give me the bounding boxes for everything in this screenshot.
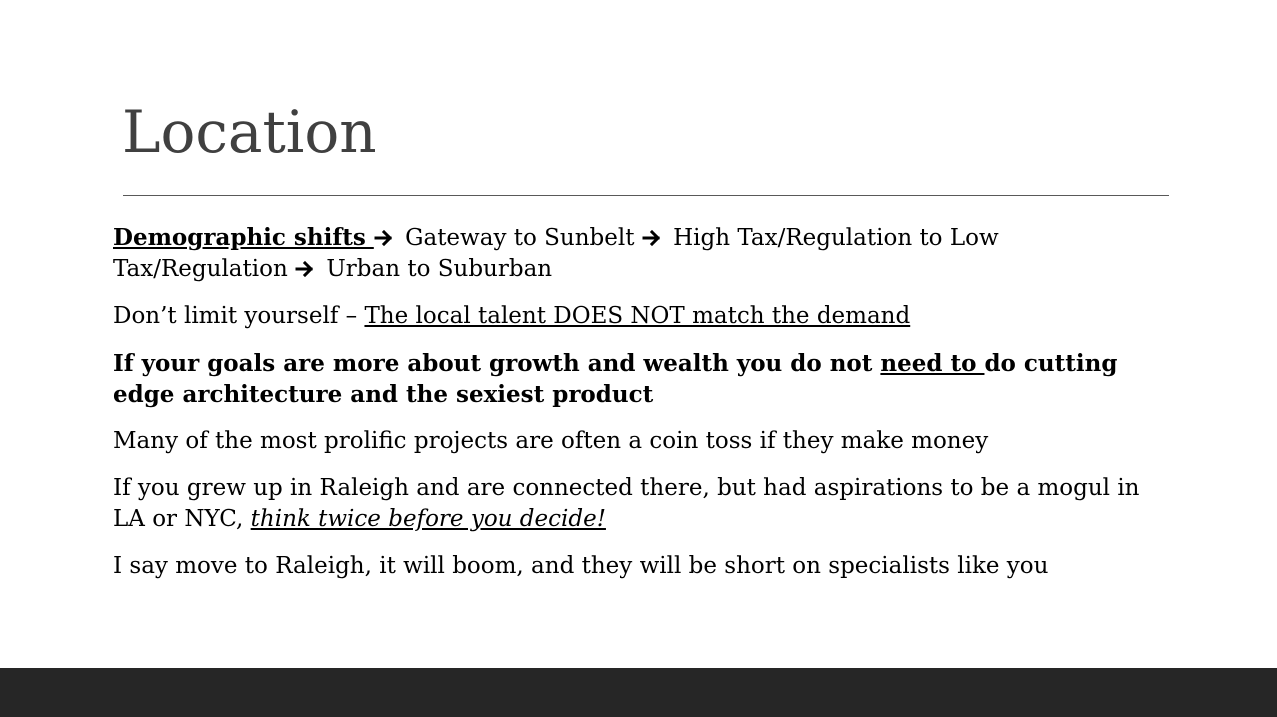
tax-regulation-text: High Tax/Regulation to Low Tax/Regulation <box>113 225 999 282</box>
prolific-projects-text: Many of the most prolific projects are often a coin toss if they make money <box>113 428 989 454</box>
bullet-move-to-raleigh <box>113 551 1173 582</box>
bullet-raleigh-mogul <box>113 473 1173 535</box>
gateway-to-sunbelt-text: Gateway to Sunbelt <box>397 225 642 251</box>
think-twice-text: think twice before you decide! <box>250 506 606 532</box>
need-to-text: need to <box>880 350 985 377</box>
demographic-shifts-label: Demographic shifts <box>113 224 374 251</box>
growth-wealth-text: If your goals are more about growth and wealth you do not <box>113 350 881 377</box>
slide-body <box>113 222 1173 598</box>
bullet-demographic-shifts <box>113 222 1173 285</box>
arrow-right-icon <box>642 229 662 247</box>
urban-to-suburban-text: Urban to Suburban <box>319 256 553 282</box>
slide-title: Location <box>122 98 377 166</box>
footer-band <box>0 668 1277 717</box>
bullet-prolific-projects <box>113 426 1173 457</box>
bullet-growth-wealth <box>113 348 1173 410</box>
raleigh-mogul-text: If you grew up in Raleigh and are connected there, but had aspirations to be a mogul in LA or NYC, <box>113 475 1140 532</box>
move-to-raleigh-text: I say move to Raleigh, it will boom, and they will be short on specialists like you <box>113 553 1049 579</box>
arrow-right-icon <box>295 260 315 278</box>
cutting-edge-text: do cutting edge architecture and the sexiest product <box>113 350 1118 408</box>
title-divider <box>123 195 1169 196</box>
bullet-dont-limit <box>113 301 1173 332</box>
arrow-right-icon <box>374 229 394 247</box>
local-talent-text: The local talent DOES NOT match the demand <box>364 303 911 329</box>
dont-limit-text: Don’t limit yourself – <box>113 303 365 329</box>
